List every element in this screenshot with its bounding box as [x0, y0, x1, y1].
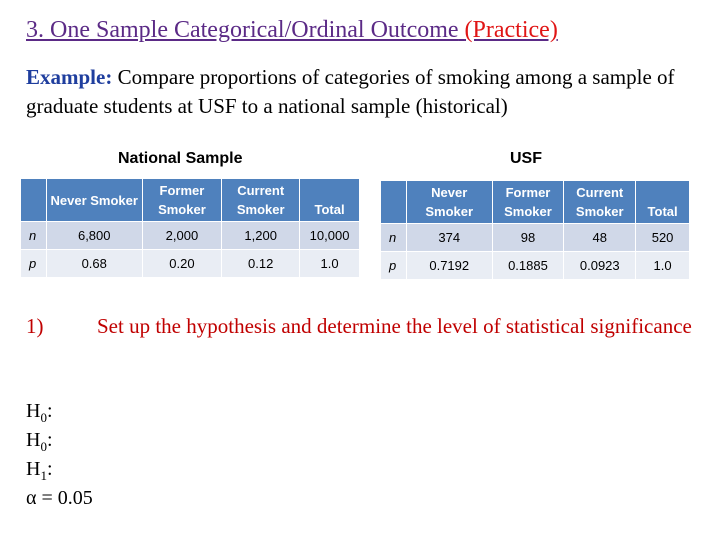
- table-cell: 1.0: [636, 252, 690, 280]
- header-cell: Total: [636, 181, 690, 224]
- hypothesis-subscript: 0: [40, 439, 47, 454]
- title-main: 3. One Sample Categorical/Ordinal Outcome: [26, 17, 459, 43]
- header-cell: Never Smoker: [46, 179, 142, 222]
- example-label: Example:: [26, 65, 113, 89]
- header-cell: [381, 181, 407, 224]
- slide-title: [26, 17, 696, 44]
- table-cell: 98: [492, 224, 564, 252]
- hypothesis-subscript: 1: [40, 468, 47, 483]
- hypothesis-letter: H: [26, 429, 41, 451]
- header-cell: Former Smoker: [492, 181, 564, 224]
- table-cell: 0.0923: [564, 252, 636, 280]
- hypothesis-letter: H: [26, 400, 41, 422]
- step-number: 1): [26, 314, 44, 338]
- step-text: Set up the hypothesis and determine the level of statistical significance: [97, 314, 692, 338]
- table-cell: 0.12: [222, 250, 300, 278]
- hypothesis-colon: :: [46, 429, 53, 451]
- table-row: [381, 224, 690, 252]
- hypothesis-letter: H: [26, 458, 41, 480]
- null-hypothesis-2: [26, 429, 53, 455]
- header-cell: Former Smoker: [142, 179, 222, 222]
- national-sample-table: [20, 178, 360, 278]
- row-label: p: [381, 252, 407, 280]
- row-label: n: [21, 222, 47, 250]
- hypothesis-subscript: 0: [40, 410, 47, 425]
- hypothesis-colon: :: [46, 400, 53, 422]
- usf-sample-table: [380, 180, 690, 280]
- header-cell: Current Smoker: [564, 181, 636, 224]
- example-description: Compare proportions of categories of smoking among a sample of graduate students at USF to a national sample (historical): [26, 65, 675, 118]
- table-row: [381, 252, 690, 280]
- null-hypothesis-1: [26, 400, 53, 426]
- table-cell: 374: [406, 224, 492, 252]
- header-cell: [21, 179, 47, 222]
- example-text: [26, 63, 696, 121]
- table-header-row: [21, 179, 360, 222]
- table-cell: 1,200: [222, 222, 300, 250]
- row-label: p: [21, 250, 47, 278]
- table-cell: 2,000: [142, 222, 222, 250]
- table-row: [21, 222, 360, 250]
- table-cell: 0.20: [142, 250, 222, 278]
- table-cell: 0.68: [46, 250, 142, 278]
- table-header-row: [381, 181, 690, 224]
- hypothesis-colon: :: [46, 458, 53, 480]
- title-practice: (Practice): [464, 17, 558, 43]
- row-label: n: [381, 224, 407, 252]
- table-cell: 1.0: [300, 250, 360, 278]
- alpha-level: α = 0.05: [26, 487, 93, 509]
- table-cell: 0.1885: [492, 252, 564, 280]
- table-cell: 520: [636, 224, 690, 252]
- usf-table-title: USF: [510, 150, 542, 167]
- table-row: [21, 250, 360, 278]
- alternative-hypothesis: [26, 458, 53, 484]
- table-cell: 6,800: [46, 222, 142, 250]
- table-cell: 0.7192: [406, 252, 492, 280]
- table-cell: 48: [564, 224, 636, 252]
- header-cell: Never Smoker: [406, 181, 492, 224]
- table-cell: 10,000: [300, 222, 360, 250]
- header-cell: Current Smoker: [222, 179, 300, 222]
- header-cell: Total: [300, 179, 360, 222]
- national-table-title: National Sample: [118, 150, 243, 167]
